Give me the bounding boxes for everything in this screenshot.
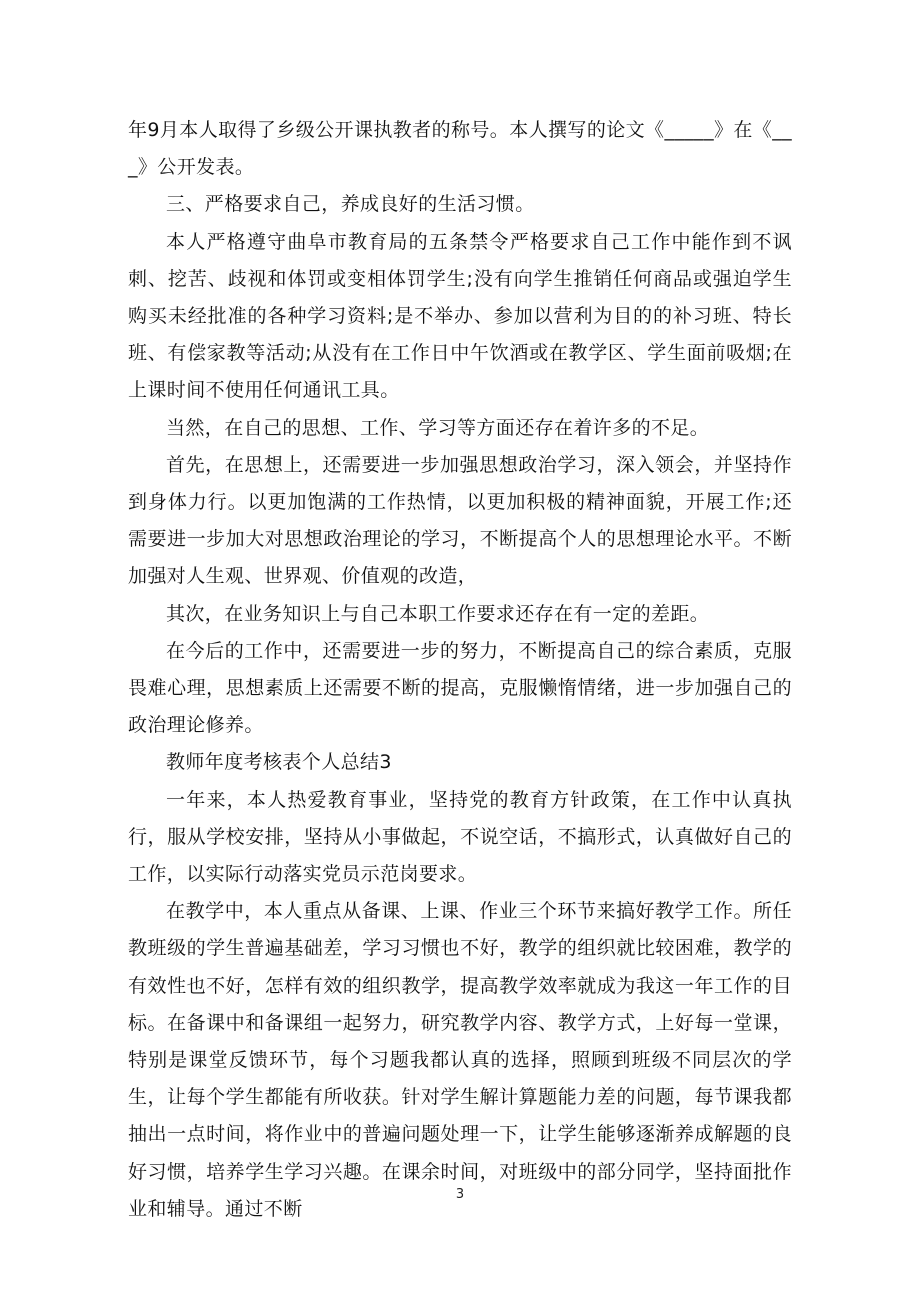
paragraph: 在今后的工作中，还需要进一步的努力，不断提高自己的综合素质，克服畏难心理，思想素质上还需要不断的提高，克服懒惰情绪，进一步加强自己的政治理论修养。 xyxy=(128,639,792,737)
paragraph: 其次，在业务知识上与自己本职工作要求还存在有一定的差距。 xyxy=(166,602,710,625)
section-title: 教师年度考核表个人总结3 xyxy=(166,751,392,774)
paragraph: 本人严格遵守曲阜市教育局的五条禁令严格要求自己工作中能作到不讽刺、挖苦、歧视和体罚或变相体罚学生;没有向学生推销任何商品或强迫学生购买未经批准的各种学习资料;是不举办、参加以营利为目的的补习班、特长班、有偿家教等活动;从没有在工作日中午饮酒或在教学区、学生面前吸烟;在上课时间不使用任何通讯工具。 xyxy=(128,230,792,402)
paragraph: 在教学中，本人重点从备课、上课、作业三个环节来搞好教学工作。所任教班级的学生普遍基础差，学习习惯也不好，教学的组织就比较困难，教学的有效性也不好，怎样有效的组织教学，提高教学效率就成为我这一年工作的目标。在备课中和备课组一起努力，研究教学内容、教学方式，上好每一堂课，特别是课堂反馈环节，每个习题我都认真的选择，照顾到班级不同层次的学生，让每个学生都能有所收获。针对学生解计算题能力差的问题，每节课我都抽出一点时间，将作业中的普遍问题处理一下，让学生能够逐渐养成解题的良好习惯，培养学生学习兴趣。在课余时间，对班级中的部分同学，坚持面批作业和辅导。通过不断 xyxy=(128,900,792,1220)
page-number: 3 xyxy=(455,1187,465,1202)
section-heading: 三、严格要求自己，养成良好的生活习惯。 xyxy=(166,193,535,216)
paragraph: 一年来，本人热爱教育事业，坚持党的教育方针政策，在工作中认真执行，服从学校安排，坚持从小事做起，不说空话，不搞形式，认真做好自己的工作，以实际行动落实党员示范岗要求。 xyxy=(128,788,792,886)
document-body xyxy=(128,112,792,1228)
paragraph: 当然，在自己的思想、工作、学习等方面还存在着许多的不足。 xyxy=(166,416,710,439)
paragraph: 年9月本人取得了乡级公开课执教者的称号。本人撰写的论文《_____》在《___》公开发表。 xyxy=(128,119,792,179)
paragraph: 首先，在思想上，还需要进一步加强思想政治学习，深入领会，并坚持作到身体力行。以更加饱满的工作热情，以更加积极的精神面貌，开展工作;还需要进一步加大对思想政治理论的学习，不断提高个人的思想理论水平。不断加强对人生观、世界观、价值观的改造， xyxy=(128,453,792,588)
